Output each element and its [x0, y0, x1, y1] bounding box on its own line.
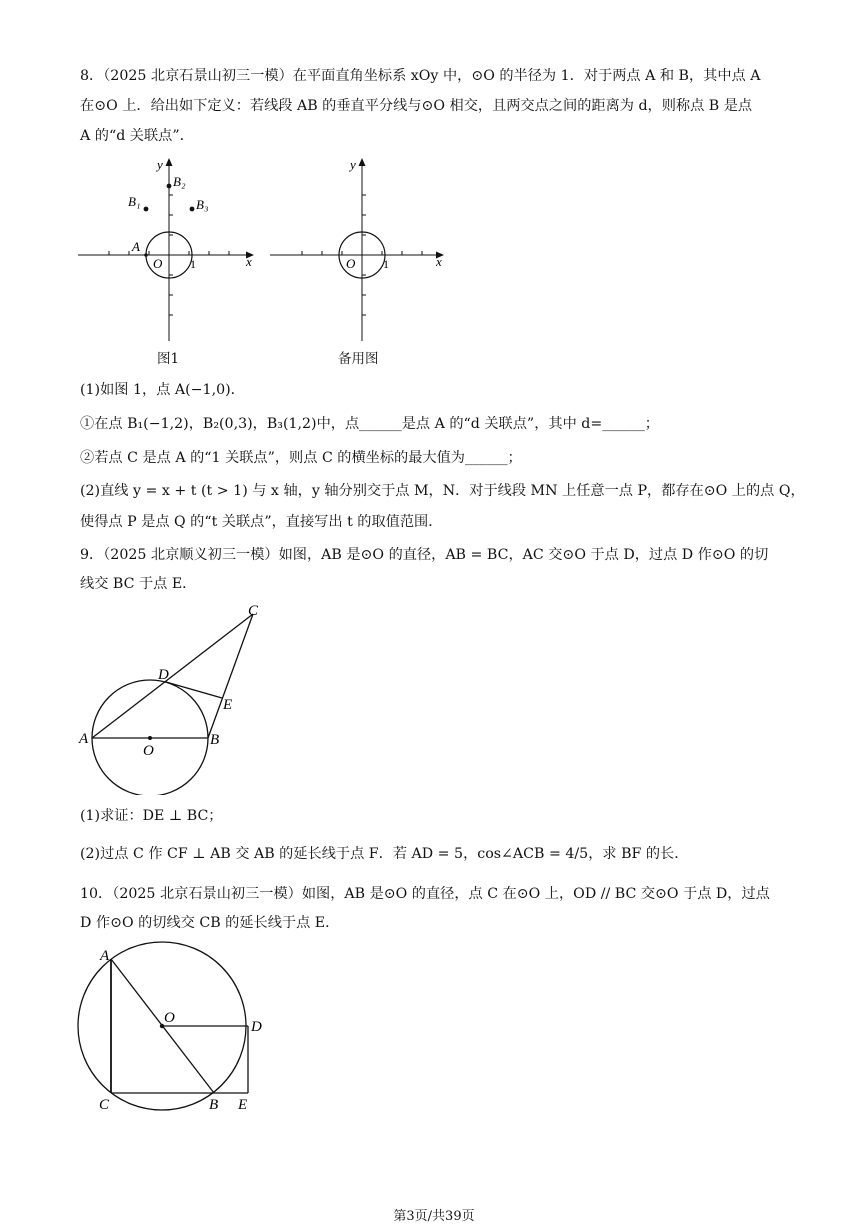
q8-line-2: 在⊙O 上．给出如下定义：若线段 AB 的垂直平分线与⊙O 相交，且两交点之间的距离为 d，则称点 B 是点 [80, 98, 753, 114]
q10-label-a: A [100, 948, 110, 964]
q8-part-1-1: ①在点 B₁(−1,2)，B₂(0,3)，B₃(1,2)中，点______是点 A 的“d 关联点”，其中 d=______； [80, 416, 659, 432]
q9-label-o: O [143, 743, 154, 759]
fig1-b1-label: B₁ [128, 194, 141, 209]
q10-line-1: 10．（2025 北京石景山初三一模）如图，AB 是⊙O 的直径，点 C 在⊙O 上，OD // BC 交⊙O 于点 D，过点 [80, 886, 770, 902]
q10-figure [70, 940, 280, 1125]
q10-label-o: O [164, 1010, 175, 1026]
q9-figure [70, 595, 280, 795]
q9-part-2: (2)过点 C 作 CF ⊥ AB 交 AB 的延长线于点 F．若 AD = 5，cos∠ACB = 4/5，求 BF 的长． [80, 846, 689, 862]
q8-figure-2-caption: 备用图 [338, 351, 379, 367]
q10-line-2: D 作⊙O 的切线交 CB 的延长线于点 E． [80, 915, 340, 931]
q10-label-c: C [99, 1097, 110, 1113]
fig2-one-label: 1 [383, 257, 389, 271]
q9-line-1: 9．（2025 北京顺义初三一模）如图，AB 是⊙O 的直径，AB = BC，AC 交⊙O 于点 D，过点 D 作⊙O 的切 [80, 547, 769, 563]
q8-line-3: A 的“d 关联点”． [80, 128, 194, 144]
q9-label-a: A [79, 731, 89, 747]
fig2-x-label: x [436, 254, 442, 269]
q8-part-1-2: ②若点 C 是点 A 的“1 关联点”，则点 C 的横坐标的最大值为______； [80, 450, 522, 466]
q8-part-2-line-1: (2)直线 y = x + t (t > 1) 与 x 轴，y 轴分别交于点 M，N．对于线段 MN 上任意一点 P，都存在⊙O 上的点 Q， [80, 483, 805, 499]
fig2-y-label: y [350, 157, 356, 172]
q9-label-d: D [158, 667, 169, 683]
q8-figure-1-caption: 图1 [157, 351, 180, 367]
q10-label-b: B [209, 1097, 219, 1113]
q9-line-2: 线交 BC 于点 E． [80, 576, 197, 592]
fig1-one-label: 1 [190, 257, 196, 271]
fig1-x-label: x [246, 254, 252, 269]
q8-figure-1 [74, 155, 264, 345]
q9-label-e: E [223, 697, 233, 713]
q8-part-2-line-2: 使得点 P 是点 Q 的“t 关联点”，直接写出 t 的取值范围． [80, 514, 443, 530]
q8-figure-2 [266, 155, 456, 345]
q10-label-e: E [238, 1097, 248, 1113]
page-footer: 第3页/共39页 [393, 1209, 475, 1224]
fig1-a-label: A [132, 239, 140, 254]
q9-label-c: C [248, 603, 259, 619]
fig1-origin-label: O [153, 256, 163, 271]
fig1-b3-label: B₃ [196, 197, 209, 212]
fig1-y-label: y [157, 157, 163, 172]
q10-label-d: D [251, 1019, 262, 1035]
q9-label-b: B [210, 732, 220, 748]
fig2-origin-label: O [346, 256, 356, 271]
fig1-b2-label: B₂ [173, 174, 186, 189]
q8-part-1: (1)如图 1，点 A(−1,0)． [80, 382, 245, 398]
q8-line-1: 8．（2025 北京石景山初三一模）在平面直角坐标系 xOy 中，⊙O 的半径为 1．对于两点 A 和 B，其中点 A [80, 68, 761, 84]
q9-part-1: (1)求证：DE ⊥ BC； [80, 808, 223, 824]
